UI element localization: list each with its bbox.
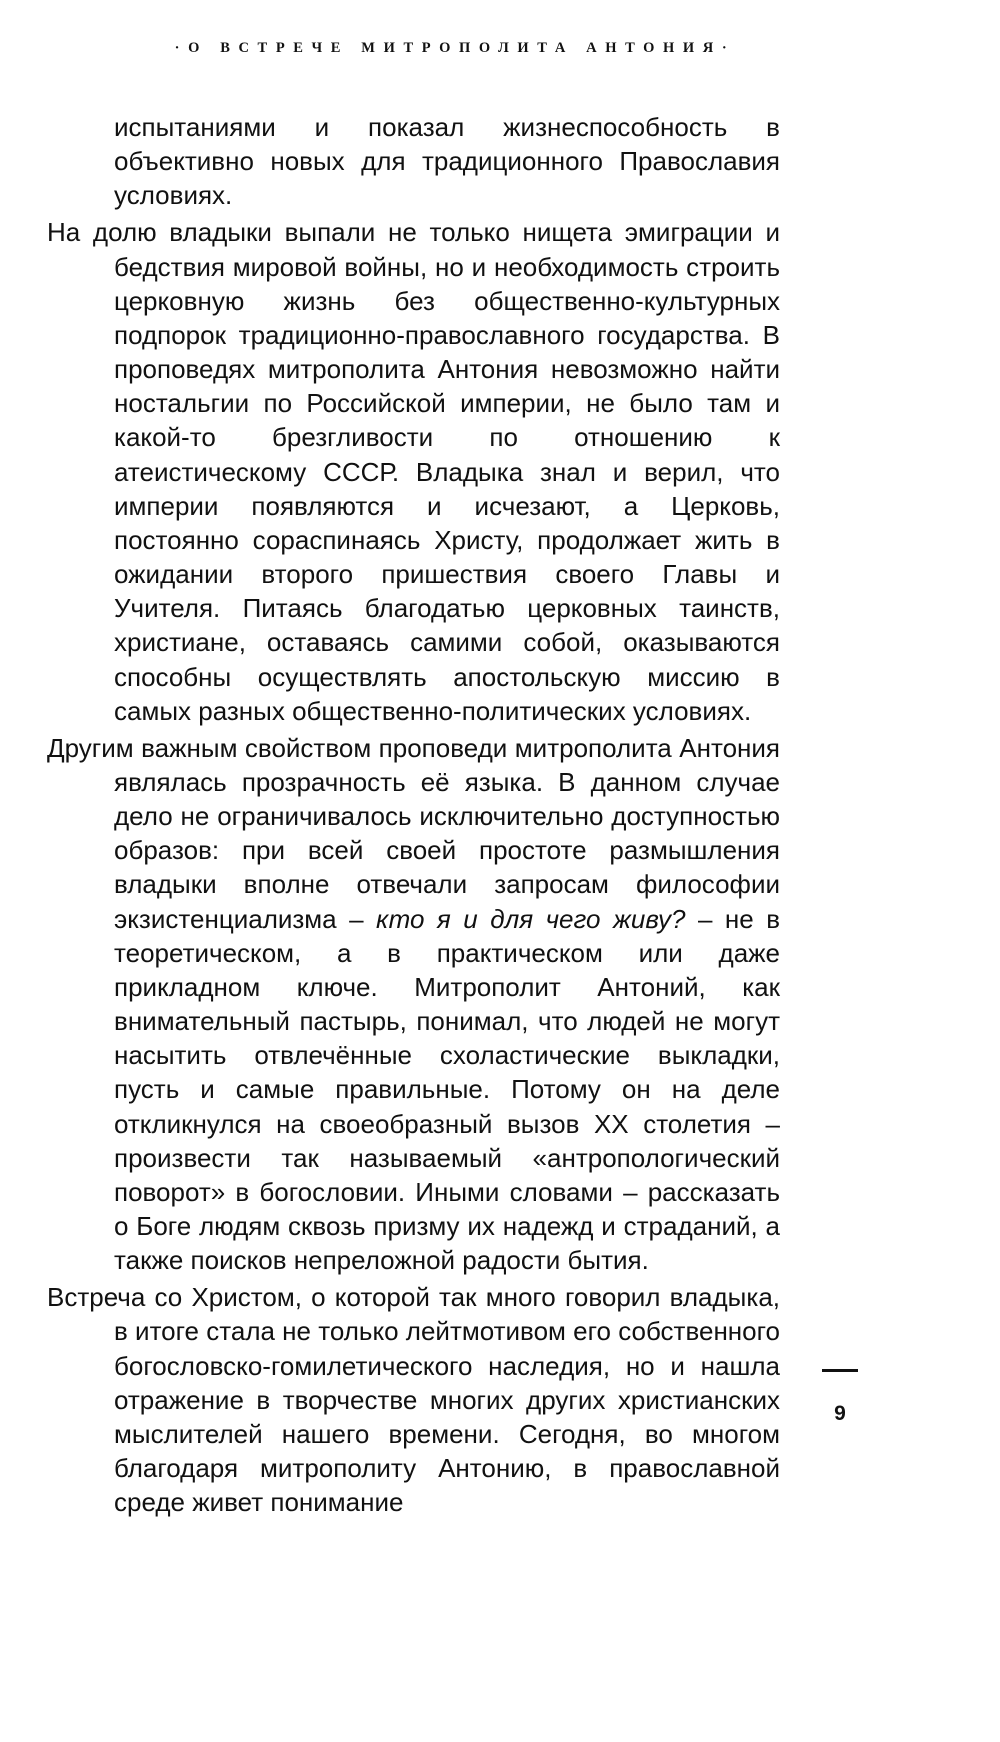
paragraph-3-text-before: Другим важным свойством проповеди митрополита Антония являлась прозрачность её языка. В данном случае дело не ограничивалось исключительно доступностью образов: при всей своей простоте размышления владыки вполне отвечали запросам философии экзистенциализма –: [47, 732, 780, 934]
paragraph-1-continuation: испытаниями и показал жизнеспособность в объективно новых для традиционного Православия условиях.: [114, 112, 780, 211]
running-head: ·О ВСТРЕЧЕ МИТРОПОЛИТА АНТОНИЯ·: [174, 40, 736, 56]
paragraph-3-italic-question: кто я и для чего живу?: [376, 903, 686, 934]
page-number-rule: [822, 1369, 858, 1372]
body-text: [47, 110, 780, 1522]
page-number: 9: [834, 1402, 846, 1425]
paragraph-2: На долю владыки выпали не только нищета эмиграции и бедствия мировой войны, но и необходимость строить церковную жизнь без общественно-культурных подпорок традиционно-православного государства. В проповедях митрополита Антония невозможно найти ностальгии по Российской империи, не было там и какой-то брезгливости по отношению к атеистическому СССР. Владыка знал и верил, что империи появляются и исчезают, а Церковь, постоянно сораспинаясь Христу, продолжает жить в ожидании второго пришествия своего Главы и Учителя. Питаясь благодатью церковных таинств, христиане, оставаясь самими собой, оказываются способны осуществлять апостольскую миссию в самых разных общественно-политических условиях.: [47, 217, 780, 726]
paragraph-3: [47, 731, 780, 1278]
paragraph-4: Встреча со Христом, о которой так много говорил владыка, в итоге стала не только лейтмотивом его собственного богословско-гомилетического наследия, но и нашла отражение в творчестве многих других христианских мыслителей нашего времени. Сегодня, во многом благодаря митрополиту Антонию, в православной среде живет понимание: [47, 1282, 780, 1518]
paragraph-3-text-after: – не в теоретическом, а в практическом или даже прикладном ключе. Митрополит Антоний, как внимательный пастырь, понимал, что людей не могут насытить отвлечённые схоластические выкладки, пусть и самые правильные. Потому он на деле откликнулся на своеобразный вызов XX столетия – произвести так называемый «антропологический поворот» в богословии. Иными словами – рассказать о Боге людям сквозь призму их надежд и страданий, а также поисков непреложной радости бытия.: [114, 903, 781, 1276]
